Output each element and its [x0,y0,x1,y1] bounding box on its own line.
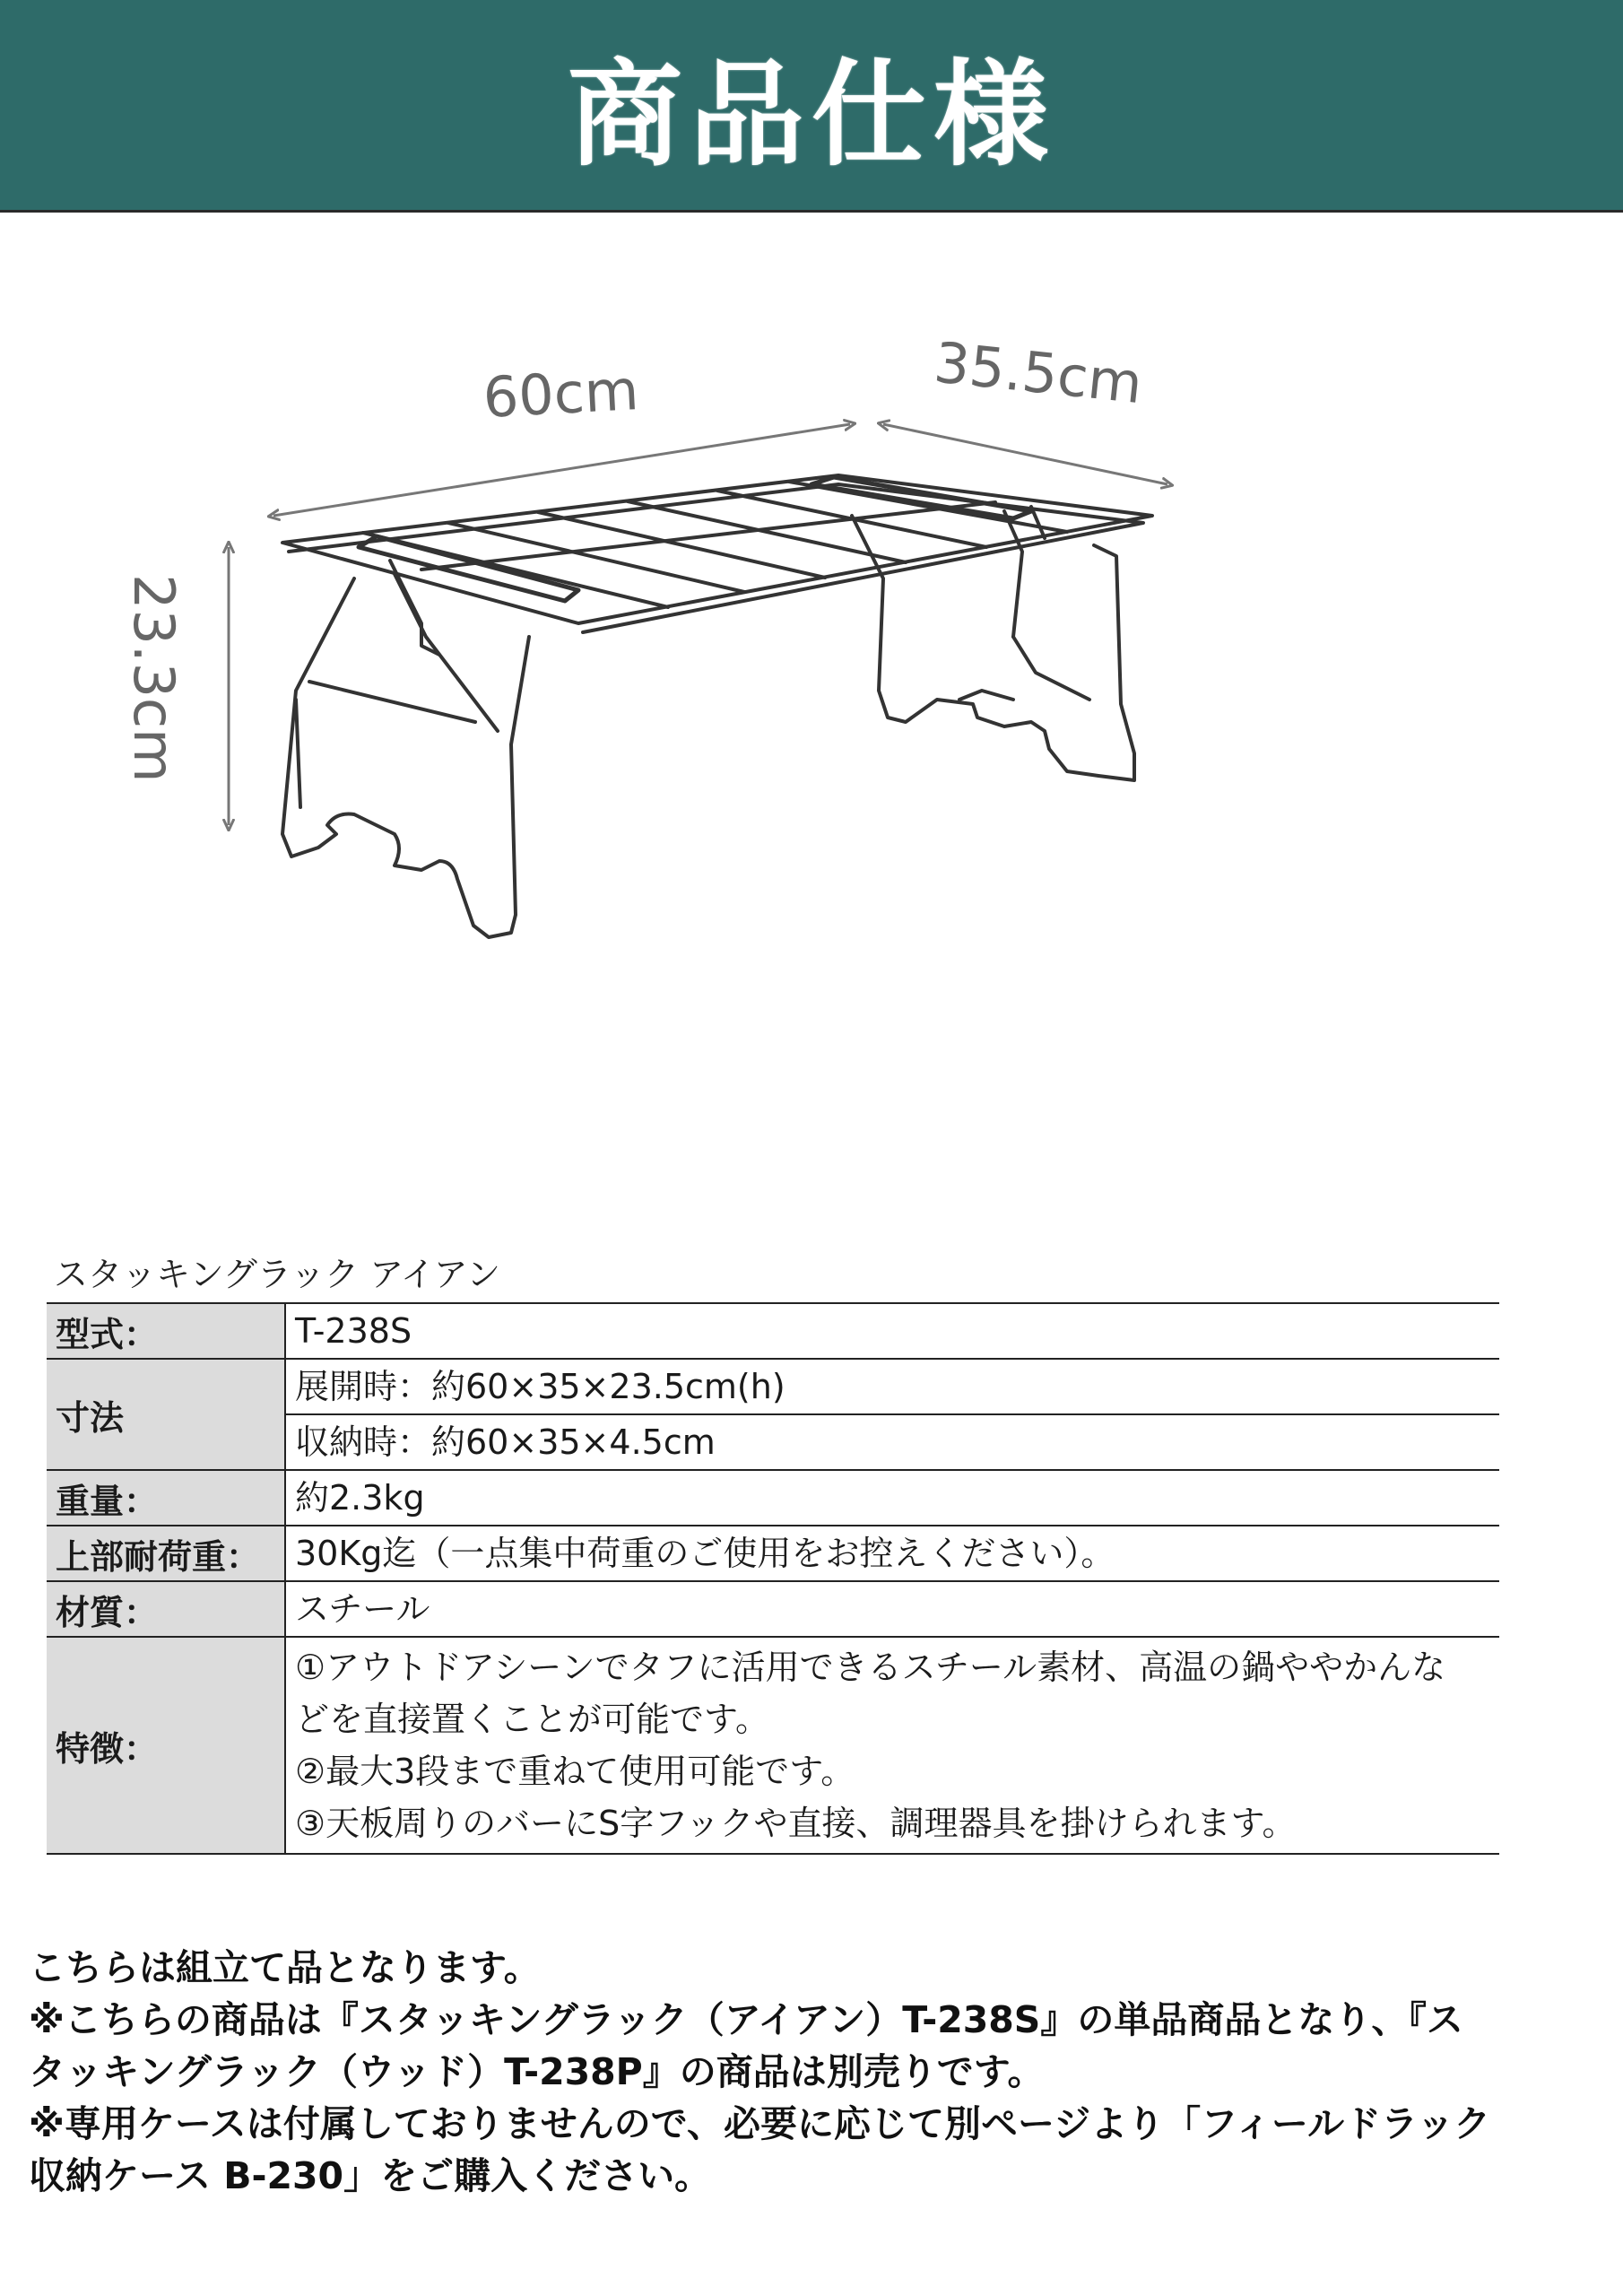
material-key: 材質： [47,1581,285,1637]
feature-key: 特徴： [47,1637,285,1854]
header-banner [0,0,1623,210]
weight-key: 重量： [47,1470,285,1526]
size-key: 寸法 [47,1359,285,1470]
note-line: 収納ケース B-230」をご購入ください。 [29,2154,712,2197]
feature-value [285,1637,1499,1854]
note-line: ※こちらの商品は『スタッキングラック（アイアン）T-238S』の単品商品となり、『ス [29,1998,1463,2041]
depth-arrow [883,424,1167,484]
page-title: 商品仕様 [567,48,1055,182]
weight-value: 約2.3kg [285,1470,1499,1526]
depth-label: 35.5cm [931,329,1146,417]
table-row [47,1637,1499,1854]
height-label: 23.3cm [121,574,187,783]
load-value: 30Kg迄（一点集中荷重のご使用をお控えください）。 [285,1526,1499,1581]
note-line: こちらは組立て品となります。 [29,1946,541,1989]
table-row [47,1470,1499,1526]
width-label: 60cm [481,357,640,430]
feature-line: ③天板周りのバーにS字フックや直接、調理器具を掛けられます。 [295,1804,1297,1843]
product-name: スタッキングラック アイアン [54,1255,501,1294]
table-row [47,1526,1499,1581]
header-divider [0,210,1623,213]
load-key: 上部耐荷重： [47,1526,285,1581]
table-row [47,1303,1499,1359]
size-open-value: 展開時：約60×35×23.5cm(h) [285,1359,1499,1414]
size-stored-value: 収納時：約60×35×4.5cm [285,1414,1499,1470]
table-row [47,1359,1499,1414]
notes-block [29,1942,1607,2202]
feature-line: ②最大3段まで重ねて使用可能です。 [295,1752,855,1791]
table-row [47,1581,1499,1637]
feature-line: どを直接置くことが可能です。 [295,1700,769,1739]
note-line: タッキングラック（ウッド）T-238P』の商品は別売りです。 [29,2050,1045,2093]
spec-table [47,1302,1499,1855]
note-line: ※専用ケースは付属しておりませんので、必要に応じて別ページより「フィールドラック [29,2102,1491,2145]
model-value: T-238S [285,1303,1499,1359]
material-value: スチール [285,1581,1499,1637]
model-key: 型式： [47,1303,285,1359]
rack-illustration [282,475,1152,937]
feature-line: ①アウトドアシーンでタフに活用できるスチール素材、高温の鍋ややかんな [295,1648,1446,1687]
rack-dimension-diagram [0,215,1623,1004]
